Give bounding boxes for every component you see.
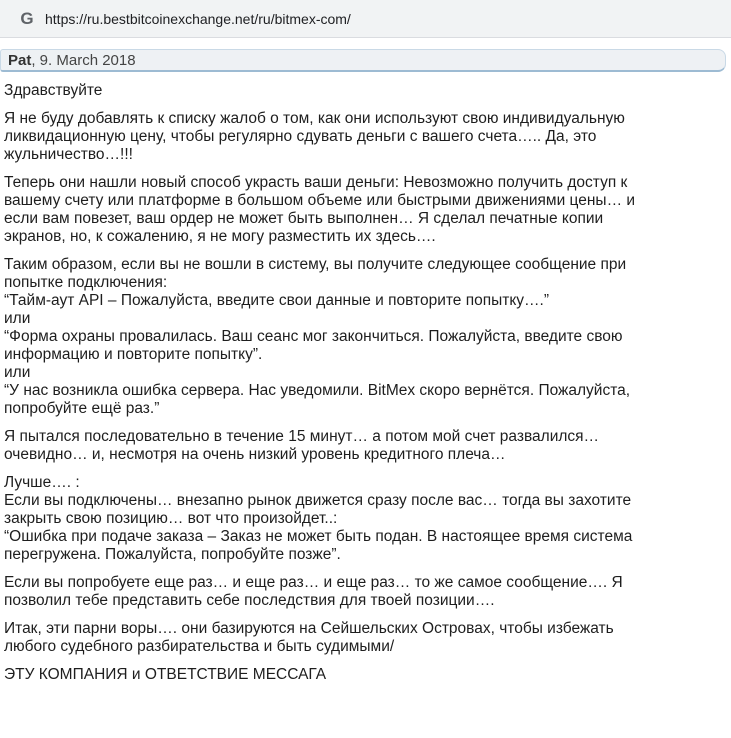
comment-paragraph: Таким образом, если вы не вошли в систему, вы получите следующее сообщение при попытке подключения: “Тайм-аут API – Пожалуйста, введите свои данные и повторите попытку….” или “Форма охраны провалилась. Ваш сеанс мог закончиться. Пожалуйста, введите свою информацию и повторите попытку”. или “У нас возникла ошибка сервера. Нас уведомили. BitMex скоро вернётся. Пожалуйста, попробуйте ещё раз.”	[4, 256, 631, 417]
comment-paragraph: ЭТУ КОМПАНИЯ и ОТВЕТСТВИЕ МЕССАГА	[4, 666, 327, 683]
comment-paragraph: Здравствуйте	[4, 82, 103, 99]
comment-paragraph: Я пытался последовательно в течение 15 минут… а потом мой счет развалился… очевидно… и, несмотря на очень низкий уровень кредитного плеча…	[4, 428, 600, 463]
comment-paragraph: Если вы попробуете еще раз… и еще раз… и еще раз… то же самое сообщение…. Я позволил тебе представить себе последствия для твоей позиции….	[4, 574, 623, 609]
comment-meta	[8, 52, 136, 70]
address-bar[interactable]	[0, 0, 731, 38]
comment-paragraph: Теперь они нашли новый способ украсть ваши деньги: Невозможно получить доступ к вашему счету или платформе в большом объеме или быстрыми движениями цены… и если вам повезет, ваш ордер не может быть выполнен… Я сделал печатные копии экранов, но, к сожалению, я не могу разместить их здесь….	[4, 174, 636, 245]
google-g-icon: G	[20, 9, 34, 28]
comment-paragraph: Итак, эти парни воры…. они базируются на Сейшельских Островах, чтобы избежать любого судебного разбирательства и быть судимыми/	[4, 620, 614, 655]
comment-paragraph: Лучше…. : Если вы подключены… внезапно рынок движется сразу после вас… тогда вы захотите закрыть свою позицию… вот что произойдет..: “Ошибка при подаче заказа – Заказ не может быть подан. В настоящее время система перегружена. Пожалуйста, попробуйте позже”.	[4, 474, 633, 563]
comment-paragraph: Я не буду добавлять к списку жалоб о том, как они используют свою индивидуальную ликвидационную цену, чтобы регулярно сдувать деньги с вашего счета….. Да, это жульничество…!!!	[4, 110, 625, 163]
comment-body	[4, 82, 726, 694]
comment-author: Pat	[8, 52, 32, 69]
comment-date: , 9. March 2018	[31, 52, 136, 69]
url-text[interactable]: https://ru.bestbitcoinexchange.net/ru/bitmex-com/	[45, 11, 351, 27]
comment-header	[0, 49, 726, 72]
